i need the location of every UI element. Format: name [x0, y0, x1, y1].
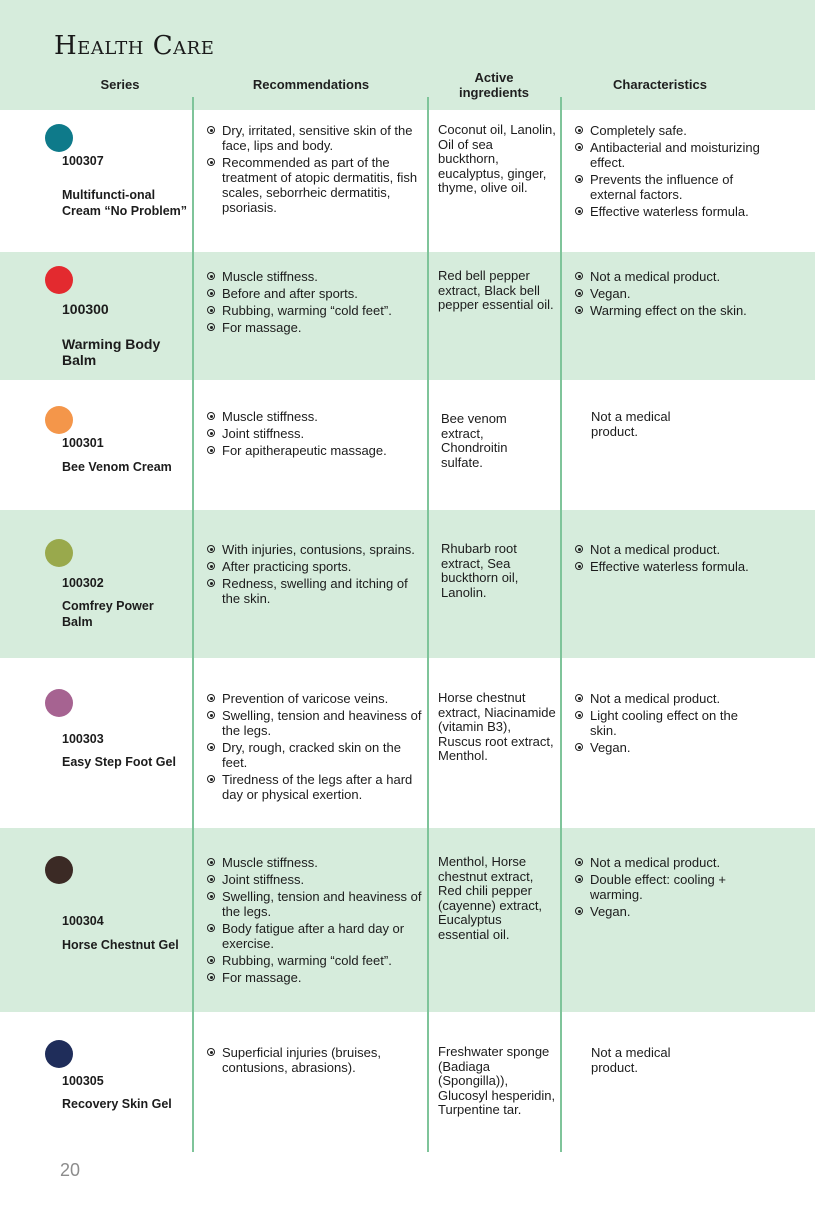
column-divider	[560, 97, 562, 1152]
product-code: 100304	[62, 914, 104, 928]
product-code: 100301	[62, 436, 104, 450]
list-item: Body fatigue after a hard day or exercise.	[205, 921, 423, 951]
product-name: Horse Chestnut Gel	[62, 938, 179, 952]
color-swatch	[45, 1040, 73, 1068]
list-item: Prevents the influence of external factors.	[573, 172, 763, 202]
table-row	[0, 110, 815, 252]
list-item: Light cooling effect on the skin.	[573, 708, 763, 738]
list-item: Not a medical product.	[573, 855, 763, 870]
active-ingredients: Menthol, Horse chestnut extract, Red chili pepper (cayenne) extract, Eucalyptus essential oil.	[438, 854, 543, 942]
list-item: For apitherapeutic massage.	[205, 443, 423, 458]
color-swatch	[45, 406, 73, 434]
characteristics-text: Not a medical product.	[591, 1045, 671, 1075]
color-swatch	[45, 689, 73, 717]
list-item: Effective waterless formula.	[573, 559, 763, 574]
product-code: 100305	[62, 1074, 104, 1088]
list-item: Effective waterless formula.	[573, 204, 763, 219]
column-header-active-ingredients	[432, 70, 556, 100]
characteristics-text: Not a medical product.	[591, 409, 671, 439]
recommendations-list	[205, 542, 423, 608]
product-code: 100303	[62, 732, 104, 746]
product-code: 100307	[62, 154, 104, 168]
active-ingredients: Rhubarb root extract, Sea buckthorn oil, Lanolin.	[441, 541, 519, 600]
recommendations-list	[205, 123, 423, 217]
list-item: Vegan.	[573, 286, 763, 301]
product-name: Easy Step Foot Gel	[62, 755, 176, 769]
list-item: Dry, irritated, sensitive skin of the face, lips and body.	[205, 123, 423, 153]
characteristics-list	[573, 269, 763, 320]
recommendations-list	[205, 691, 423, 804]
product-name: Comfrey Power Balm	[62, 599, 154, 629]
list-item: Not a medical product.	[573, 269, 763, 284]
list-item: Joint stiffness.	[205, 872, 423, 887]
product-name: Warming Body Balm	[62, 336, 161, 368]
list-item: Redness, swelling and itching of the skin.	[205, 576, 423, 606]
column-header-active-line1: Active	[474, 70, 514, 85]
product-name: Multifuncti-onal Cream “No Problem”	[62, 188, 188, 218]
list-item: Warming effect on the skin.	[573, 303, 763, 318]
column-header-series: Series	[100, 77, 140, 92]
color-swatch	[45, 539, 73, 567]
list-item: Double effect: cooling + warming.	[573, 872, 763, 902]
column-header-characteristics: Characteristics	[613, 77, 707, 92]
column-divider	[192, 97, 194, 1152]
list-item: Not a medical product.	[573, 691, 763, 706]
color-swatch	[45, 266, 73, 294]
characteristics-list	[573, 542, 763, 576]
list-item: For massage.	[205, 320, 423, 335]
list-item: Antibacterial and moisturizing effect.	[573, 140, 763, 170]
recommendations-list	[205, 269, 423, 337]
table-row	[0, 380, 815, 510]
list-item: Before and after sports.	[205, 286, 423, 301]
recommendations-list	[205, 1045, 423, 1077]
list-item: Completely safe.	[573, 123, 763, 138]
page-title: Health Care	[54, 31, 215, 61]
table-row	[0, 1012, 815, 1152]
table-row	[0, 510, 815, 658]
list-item: Muscle stiffness.	[205, 269, 423, 284]
characteristics-list	[573, 855, 763, 921]
list-item: Muscle stiffness.	[205, 855, 423, 870]
product-code: 100302	[62, 576, 104, 590]
list-item: Swelling, tension and heaviness of the legs.	[205, 708, 423, 738]
table-row	[0, 828, 815, 1012]
product-code: 100300	[62, 301, 109, 317]
product-name: Recovery Skin Gel	[62, 1097, 172, 1111]
list-item: After practicing sports.	[205, 559, 423, 574]
list-item: Not a medical product.	[573, 542, 763, 557]
list-item: Recommended as part of the treatment of atopic dermatitis, fish scales, seborrheic dermatitis, psoriasis.	[205, 155, 423, 215]
table-row	[0, 252, 815, 380]
list-item: For massage.	[205, 970, 423, 985]
column-header-active-line2: ingredients	[458, 85, 530, 100]
column-header-recommendations: Recommendations	[252, 77, 370, 92]
table-row	[0, 658, 815, 828]
list-item: Vegan.	[573, 740, 763, 755]
color-swatch	[45, 856, 73, 884]
active-ingredients: Horse chestnut extract, Niacinamide (vitamin B3), Ruscus root extract, Menthol.	[438, 690, 556, 763]
list-item: Rubbing, warming “cold feet”.	[205, 303, 423, 318]
column-divider	[427, 97, 429, 1152]
list-item: Muscle stiffness.	[205, 409, 423, 424]
characteristics-list	[573, 123, 763, 221]
active-ingredients: Bee venom extract, Chondroitin sulfate.	[441, 411, 508, 470]
page-number: 20	[60, 1160, 81, 1180]
list-item: Prevention of varicose veins.	[205, 691, 423, 706]
list-item: Dry, rough, cracked skin on the feet.	[205, 740, 423, 770]
list-item: Superficial injuries (bruises, contusions, abrasions).	[205, 1045, 423, 1075]
characteristics-list	[573, 691, 763, 757]
list-item: With injuries, contusions, sprains.	[205, 542, 423, 557]
recommendations-list	[205, 409, 423, 460]
list-item: Tiredness of the legs after a hard day or physical exertion.	[205, 772, 423, 802]
list-item: Rubbing, warming “cold feet”.	[205, 953, 423, 968]
list-item: Swelling, tension and heaviness of the legs.	[205, 889, 423, 919]
recommendations-list	[205, 855, 423, 987]
active-ingredients: Coconut oil, Lanolin, Oil of sea buckthorn, eucalyptus, ginger, thyme, olive oil.	[438, 122, 556, 195]
color-swatch	[45, 124, 73, 152]
active-ingredients: Freshwater sponge (Badiaga (Spongilla)), Glucosyl hesperidin, Turpentine tar.	[438, 1044, 556, 1117]
product-name: Bee Venom Cream	[62, 460, 172, 474]
list-item: Vegan.	[573, 904, 763, 919]
list-item: Joint stiffness.	[205, 426, 423, 441]
active-ingredients: Red bell pepper extract, Black bell pepper essential oil.	[438, 268, 554, 312]
